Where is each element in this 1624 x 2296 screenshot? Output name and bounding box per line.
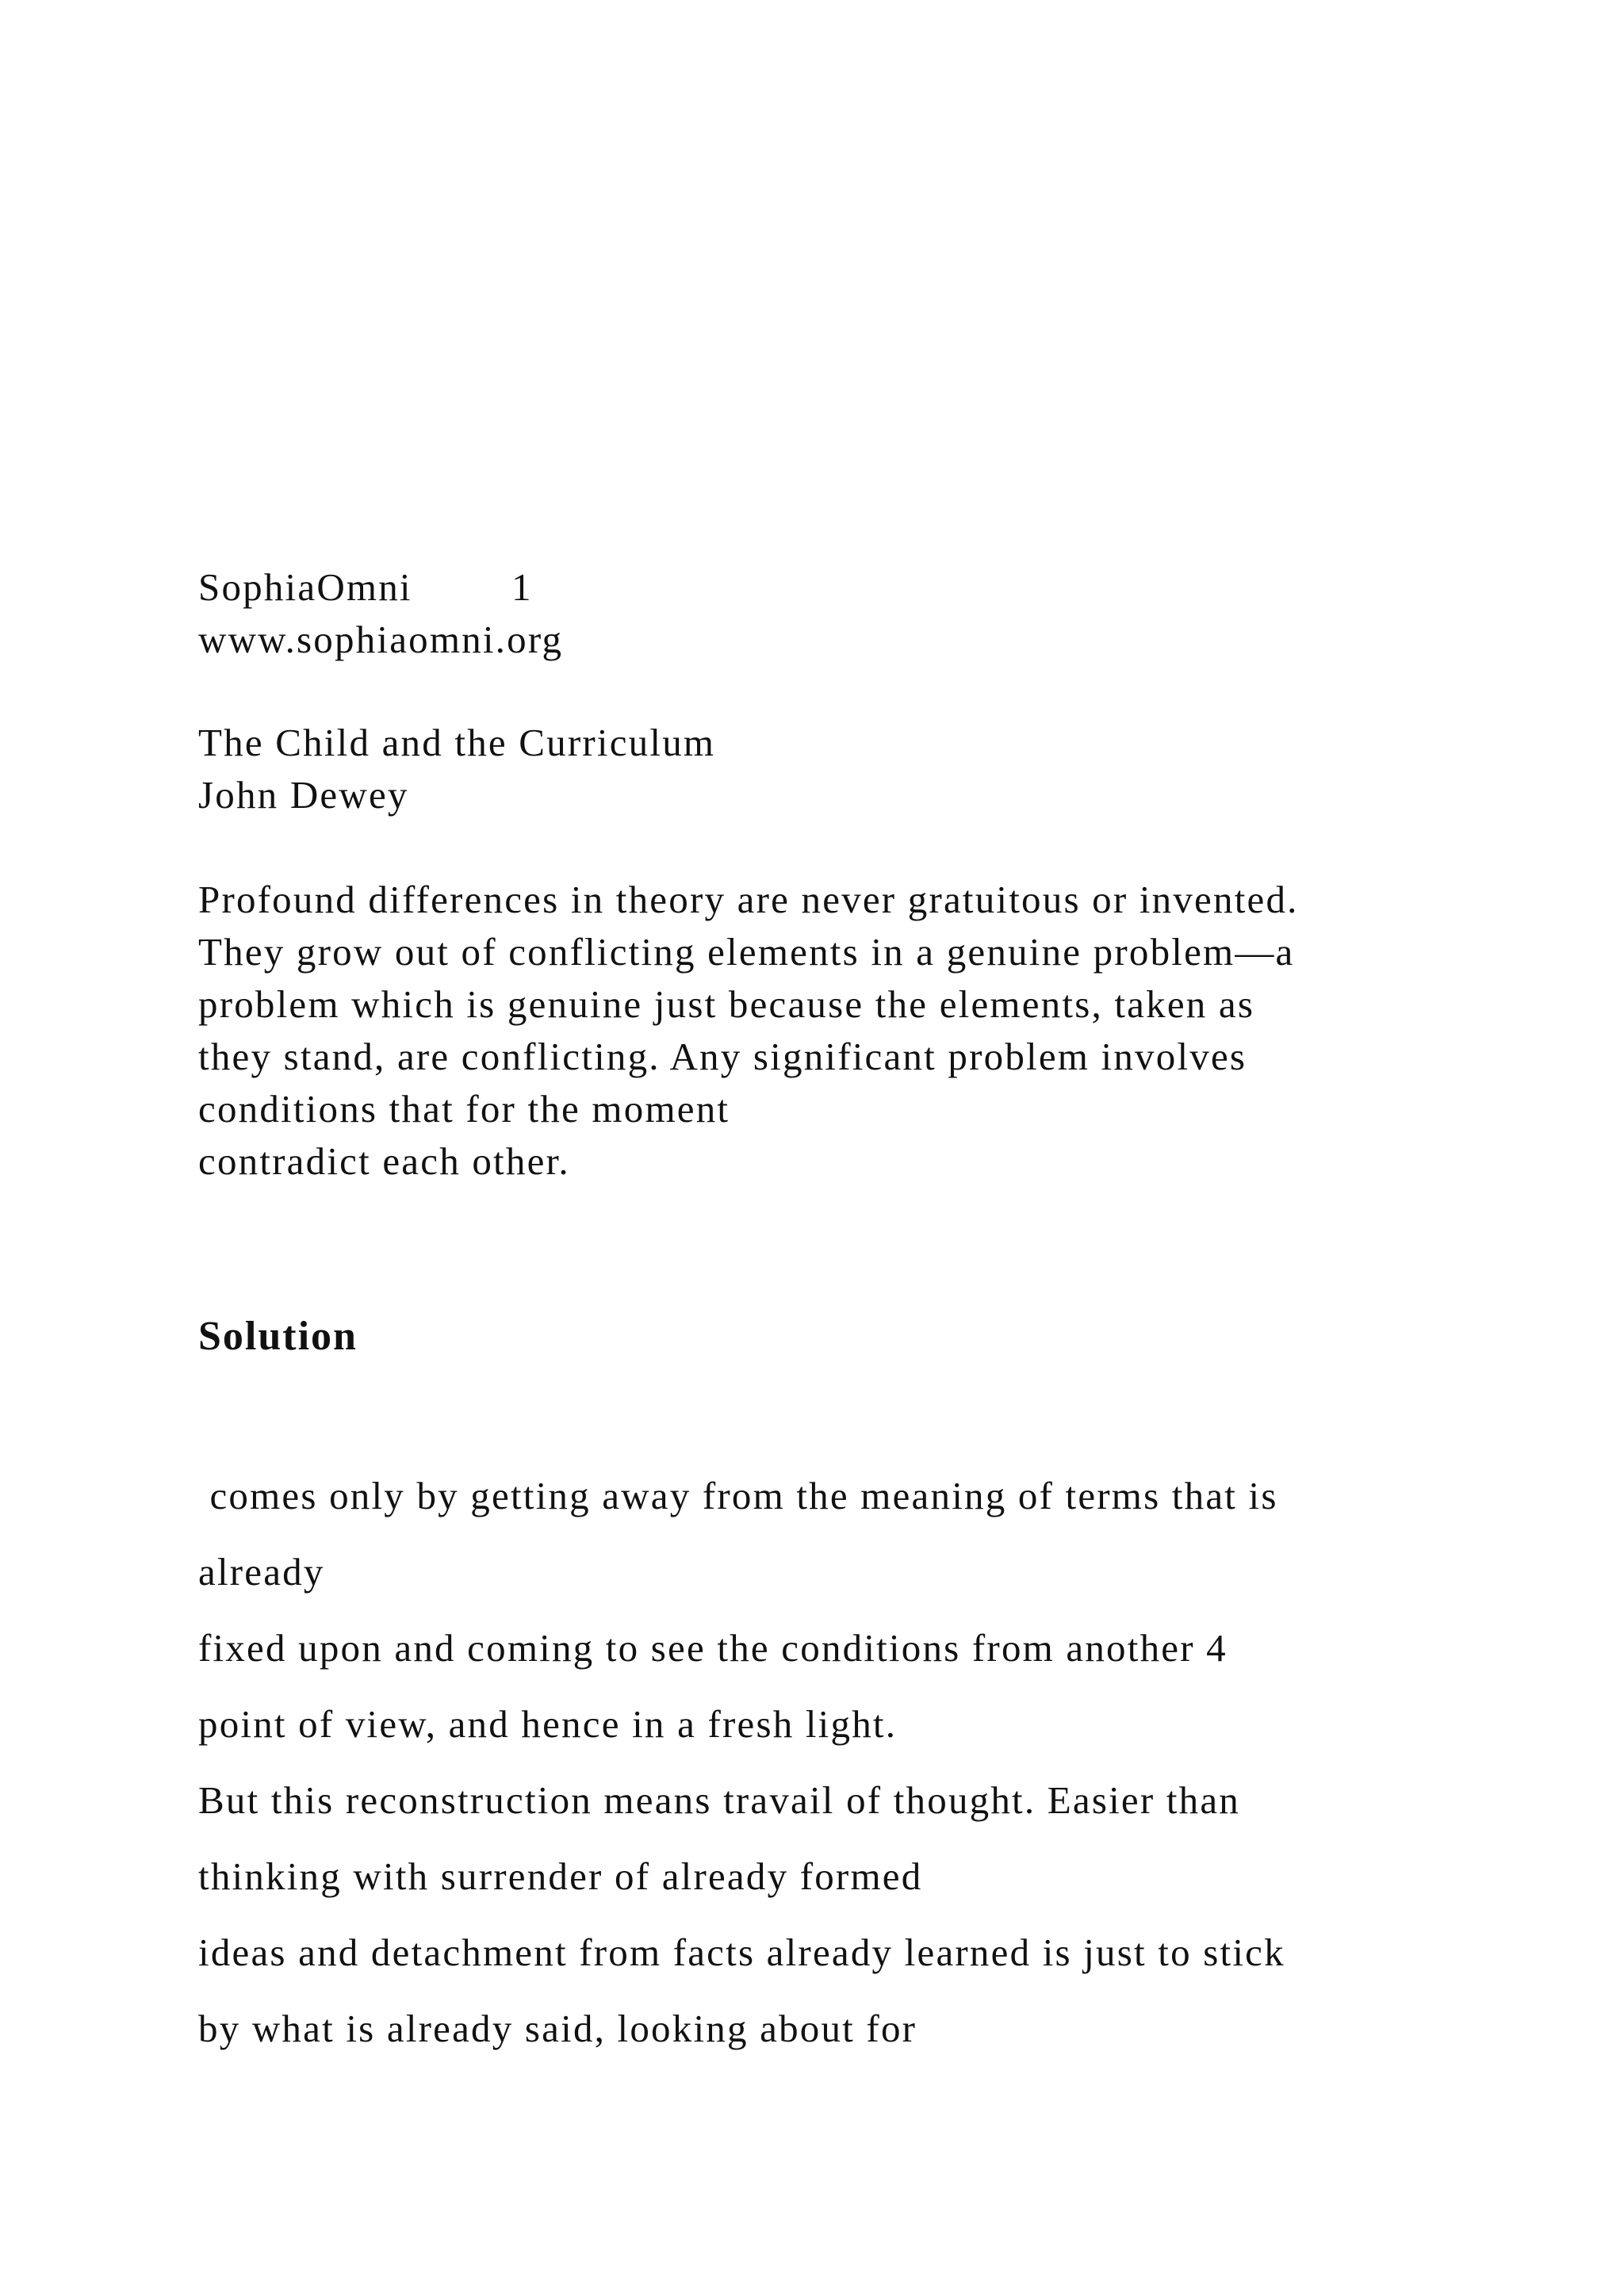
document-author: John Dewey xyxy=(198,773,409,817)
body-line: fixed upon and coming to see the conditions from another 4 xyxy=(198,1626,1228,1670)
document-title: The Child and the Curriculum xyxy=(198,721,716,764)
body-line: thinking with surrender of already formed xyxy=(198,1854,923,1898)
page-number: 1 xyxy=(511,565,531,609)
intro-line: They grow out of conflicting elements in a genuine problem—a xyxy=(198,930,1295,974)
intro-line: Profound differences in theory are never gratuitous or invented. xyxy=(198,878,1299,921)
intro-line: conditions that for the moment xyxy=(198,1087,730,1131)
intro-line: they stand, are conflicting. Any significant problem involves xyxy=(198,1035,1247,1078)
site-url: www.sophiaomni.org xyxy=(198,618,564,661)
body-line: point of view, and hence in a fresh light. xyxy=(198,1702,898,1746)
site-name: SophiaOmni xyxy=(198,565,412,609)
section-heading: Solution xyxy=(198,1314,358,1359)
intro-line: contradict each other. xyxy=(198,1139,570,1183)
body-line: But this reconstruction means travail of thought. Easier than xyxy=(198,1778,1241,1822)
body-line: comes only by getting away from the meaning of terms that is xyxy=(198,1474,1278,1517)
intro-line: problem which is genuine just because the elements, taken as xyxy=(198,982,1255,1026)
body-line: ideas and detachment from facts already learned is just to stick xyxy=(198,1931,1285,1974)
body-line: already xyxy=(198,1550,325,1594)
body-line: by what is already said, looking about for xyxy=(198,2007,917,2050)
